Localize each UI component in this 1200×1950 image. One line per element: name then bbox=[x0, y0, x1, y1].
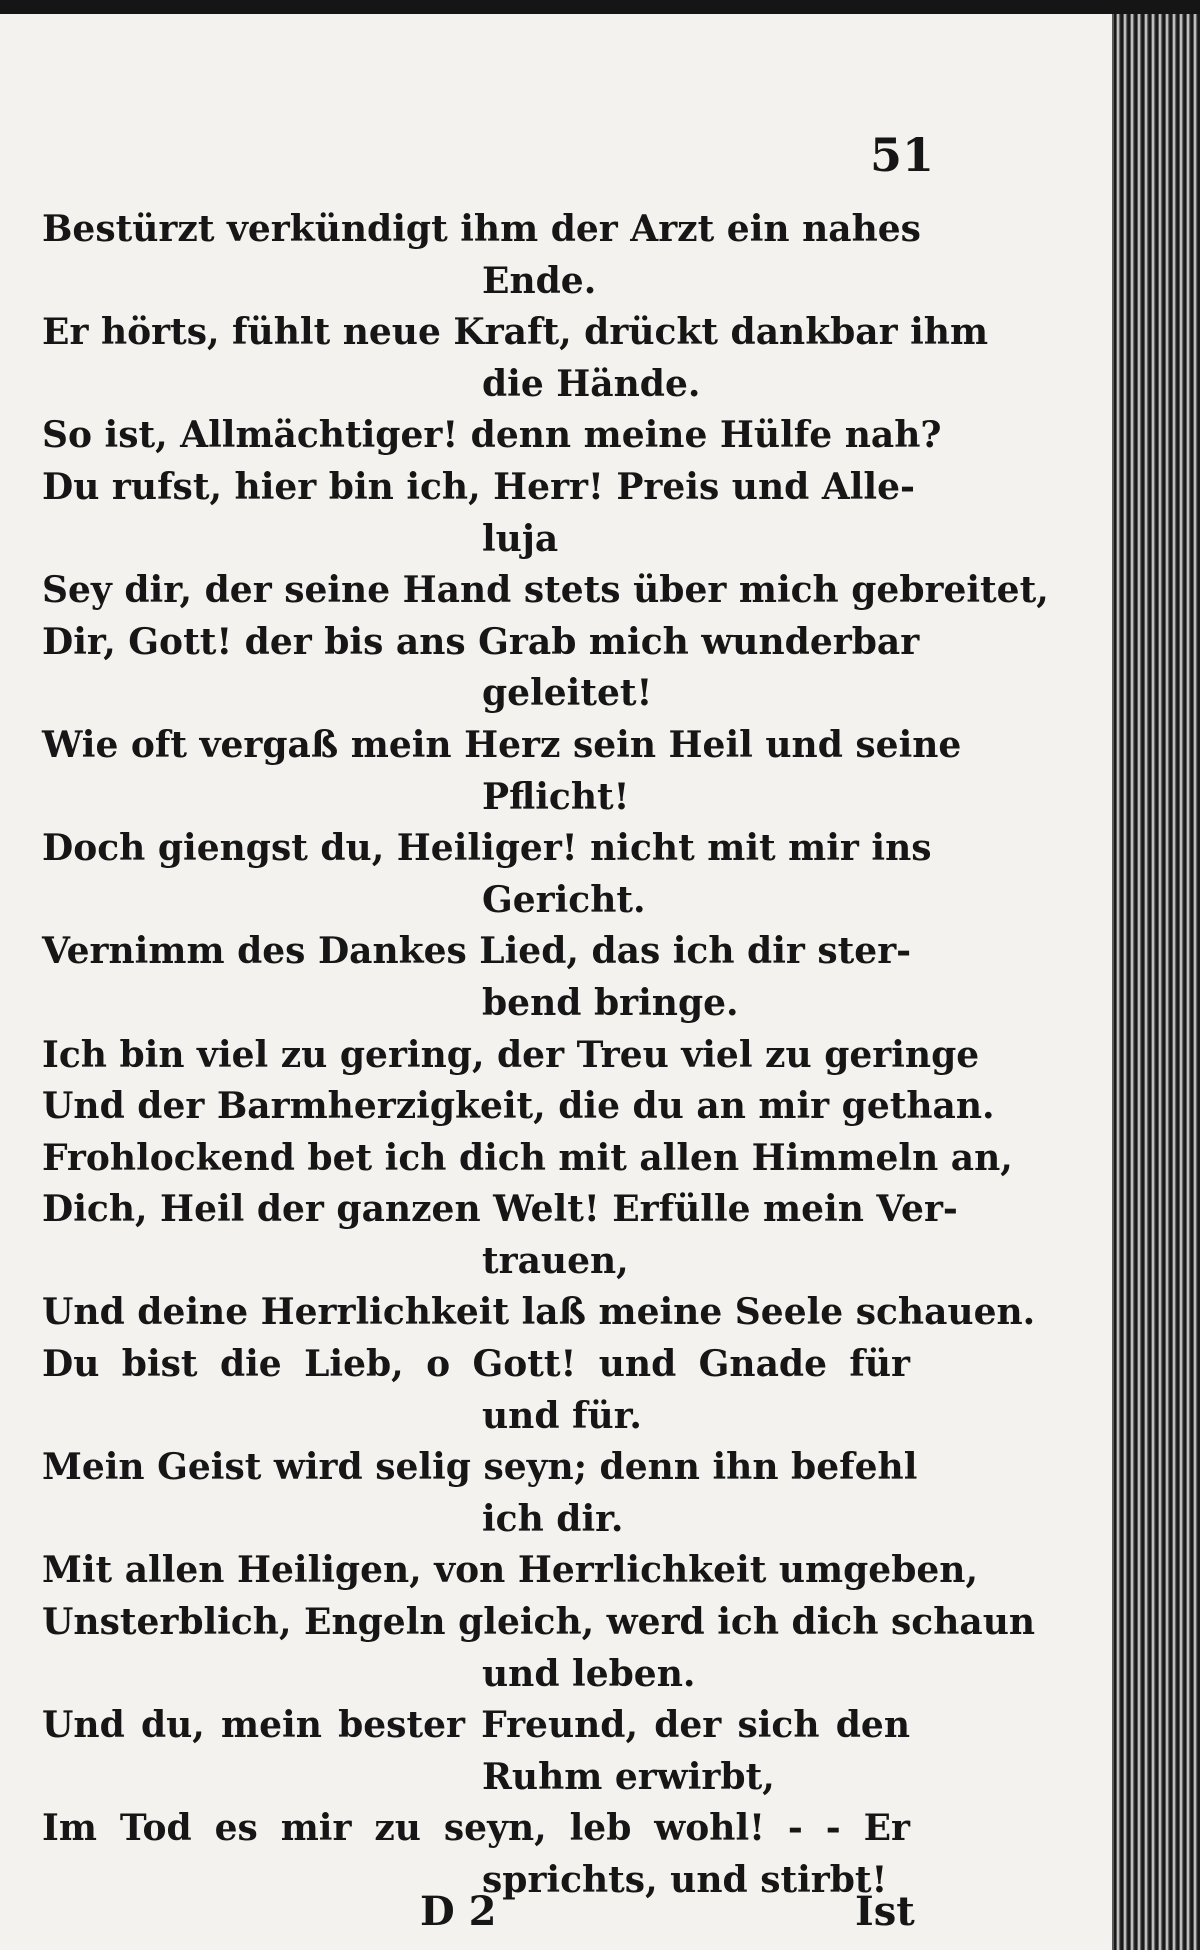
text-line: Dir, Gott! der bis ans Grab mich wunderbar bbox=[42, 620, 920, 663]
text-line-continuation: und leben. bbox=[482, 1652, 696, 1695]
text-line: Vernimm des Dankes Lied, das ich dir ster- bbox=[42, 930, 912, 973]
text-line-continuation: Pflicht! bbox=[482, 775, 630, 818]
poem-text-block bbox=[42, 204, 1049, 1907]
text-line-continuation: geleitet! bbox=[482, 672, 653, 715]
text-line-continuation: sprichts, und stirbt! bbox=[482, 1859, 888, 1901]
text-line: Bestürzt verkündigt ihm der Arzt ein nahes bbox=[42, 208, 921, 250]
text-line: Du bist die Lieb, o Gott! und Gnade für bbox=[42, 1343, 910, 1386]
page-top-edge bbox=[0, 0, 1200, 14]
text-line-continuation: trauen, bbox=[482, 1239, 629, 1282]
text-line: Dich, Heil der ganzen Welt! Erfülle mein Ver- bbox=[42, 1188, 958, 1231]
page-number: 51 bbox=[870, 128, 935, 182]
text-line-continuation: und für. bbox=[482, 1394, 642, 1437]
text-line-continuation: die Hände. bbox=[482, 362, 701, 405]
text-line-continuation: Ende. bbox=[482, 259, 597, 302]
text-line: So ist, Allmächtiger! denn meine Hülfe nah? bbox=[42, 414, 942, 457]
text-line: Mit allen Heiligen, von Herrlichkeit umgeben, bbox=[42, 1549, 978, 1592]
text-line-continuation: luja bbox=[482, 517, 559, 560]
text-line-continuation: bend bringe. bbox=[482, 981, 739, 1024]
text-line: Mein Geist wird selig seyn; denn ihn befehl bbox=[42, 1446, 918, 1489]
text-line: Doch giengst du, Heiliger! nicht mit mir ins bbox=[42, 827, 932, 870]
text-line: Wie oft vergaß mein Herz sein Heil und seine bbox=[42, 723, 962, 766]
text-line-continuation: ich dir. bbox=[482, 1497, 624, 1540]
text-line: Frohlockend bet ich dich mit allen Himmeln an, bbox=[42, 1136, 1013, 1179]
catchword: Ist bbox=[855, 1888, 915, 1935]
text-line: Du rufst, hier bin ich, Herr! Preis und Alle- bbox=[42, 465, 915, 508]
text-line: Er hörts, fühlt neue Kraft, drückt dankbar ihm bbox=[42, 311, 989, 354]
text-line: Im Tod es mir zu seyn, leb wohl! - - Er bbox=[42, 1807, 910, 1850]
text-line-continuation: Ruhm erwirbt, bbox=[482, 1755, 775, 1798]
text-line: Und deine Herrlichkeit laß meine Seele schauen. bbox=[42, 1291, 1036, 1334]
text-line: Und du, mein bester Freund, der sich den bbox=[42, 1704, 910, 1747]
text-line: Ich bin viel zu gering, der Treu viel zu geringe bbox=[42, 1033, 980, 1076]
printer-signature-mark: D 2 bbox=[420, 1888, 497, 1935]
text-line: Unsterblich, Engeln gleich, werd ich dich schaun bbox=[42, 1601, 1036, 1644]
text-line: Sey dir, der seine Hand stets über mich gebreitet, bbox=[42, 569, 1049, 612]
text-line-continuation: Gericht. bbox=[482, 878, 646, 921]
book-fore-edge bbox=[1112, 14, 1200, 1950]
text-line: Und der Barmherzigkeit, die du an mir gethan. bbox=[42, 1085, 995, 1128]
